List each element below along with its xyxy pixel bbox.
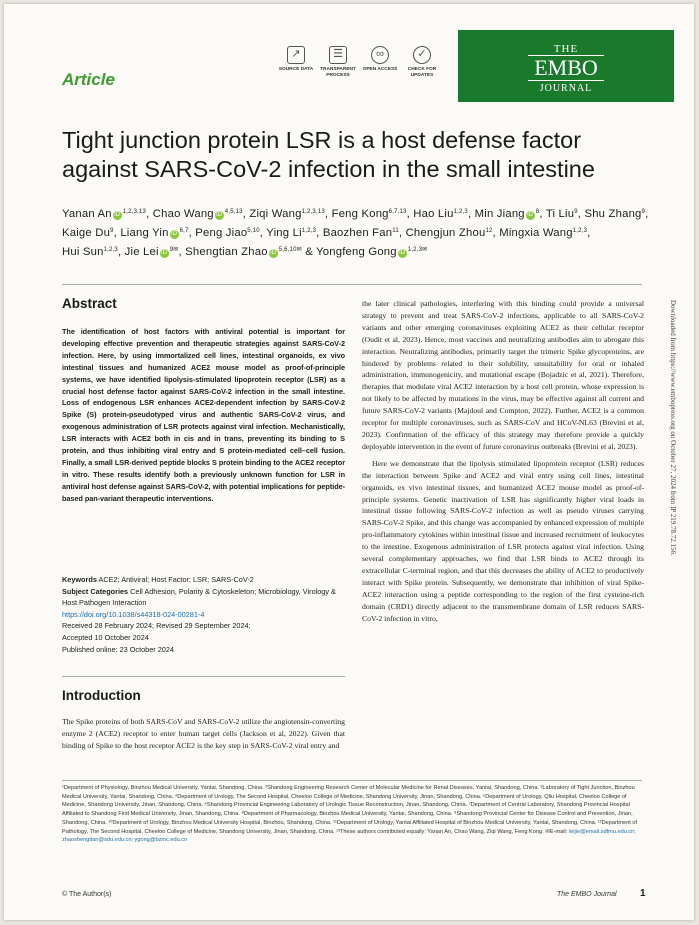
transparent-process-icon: ☰ <box>329 46 347 64</box>
orcid-icon[interactable]: iD <box>270 250 277 256</box>
email-prefix: ✉E-mail: <box>545 828 569 835</box>
transparent-process-badge[interactable] <box>320 46 356 78</box>
section-divider <box>62 676 345 677</box>
author-name: Chao Wang <box>152 208 214 220</box>
keywords-line <box>62 574 345 586</box>
keywords-label: Keywords <box>62 575 97 584</box>
journal-footer: The EMBO Journal <box>557 891 617 898</box>
author-name: Shengtian Zhao <box>185 246 268 258</box>
orcid-icon[interactable]: iD <box>161 250 168 256</box>
author[interactable] <box>406 227 493 239</box>
author-name: Baozhen Fan <box>322 227 393 239</box>
author-name: Feng Kong <box>331 208 389 220</box>
author[interactable] <box>249 208 325 220</box>
author-affiliation-marks: 1,2,3,13 <box>301 209 325 215</box>
author-name: Chengjun Zhou <box>405 227 486 239</box>
subjects-line <box>62 586 345 609</box>
author[interactable] <box>413 208 468 220</box>
article-type-label: Article <box>62 70 115 89</box>
author-affiliation-marks: 9 <box>574 209 578 215</box>
author-affiliation-marks: 1,2,3 <box>572 228 588 234</box>
subject-categories-label: Subject Categories <box>62 586 129 596</box>
journal-logo-line3: JOURNAL <box>539 83 593 94</box>
author-affiliation-marks: 6,7 <box>179 228 189 234</box>
author[interactable] <box>62 227 114 239</box>
author[interactable] <box>323 227 399 239</box>
author-affiliation-marks: 1,2,3 <box>301 228 317 234</box>
download-side-note-text: Downloaded from https://www.embopress.org on October 27, 2024 from IP 219.78.72.156. <box>669 300 677 556</box>
orcid-icon[interactable]: iD <box>527 212 534 218</box>
author-affiliation-marks: 6,7,13 <box>388 209 407 215</box>
author[interactable] <box>185 246 302 258</box>
author-affiliation-marks: 11 <box>392 228 399 234</box>
author-affiliation-marks: 9 <box>110 228 114 234</box>
author-affiliation-marks: 5,10 <box>247 228 260 234</box>
author[interactable] <box>584 208 645 220</box>
author-name: Ying Li <box>266 227 302 239</box>
article-title: Tight junction protein LSR is a host defense factor against SARS-CoV-2 infection in the small intestine <box>62 127 595 182</box>
author-affiliation-marks: 9✉ <box>169 247 179 253</box>
author[interactable] <box>62 208 146 220</box>
abstract-text: The identification of host factors with antiviral potential is important for developing effective prevention and therapeutic strategies against SARS-CoV-2 infection. Here, by using immortalized cell lines, intestinal organoids, ex vivo intestinal tissues and humanized ACE2 mouse model as proof-of-principle systems, we have identified lipolysis-stimulated lipoprotein receptor (LSR) as a crucial host defense factor against SARS-CoV-2 infection in the small intestine. Loss of endogenous LSR enhances ACE2-dependent infection by SARS-CoV-2 Spike (S) protein-pseudotyped virus and authentic SARS-CoV-2 virus, and exogenous administration of LSR protects against viral infection. Mechanistically, LSR interacts with ACE2 both in cis and in trans, preventing its binding to S protein, and thus inhibiting viral entry and S protein-mediated cell–cell fusion. Finally, a small LSR-derived peptide blocks S protein binding to the ACE2 receptor in vitro. These results identify both a previously unknown function for LSR in antiviral host defense against SARS-CoV-2, with potential implications for peptide-based pan-variant therapeutic interventions. <box>62 327 345 503</box>
journal-logo-line1: THE <box>553 43 579 55</box>
author-affiliation-marks: 4,5,13 <box>224 209 243 215</box>
author-affiliation-marks: 9 <box>641 209 646 215</box>
orcid-icon[interactable]: iD <box>114 212 121 218</box>
subject-categories: Cell Adhesion, Polarity & Cytoskeleton; Microbiology, Virology & Host Pathogen Interaction <box>62 586 336 608</box>
author-affiliation-marks: 5,6,10✉ <box>278 247 302 253</box>
article-badges <box>278 46 440 78</box>
author-name: Jie Lei <box>124 246 159 258</box>
orcid-icon[interactable]: iD <box>171 231 178 237</box>
journal-logo-line2: EMBO <box>528 55 604 81</box>
author-name: Ti Liu <box>545 208 575 220</box>
author[interactable] <box>332 208 407 220</box>
author-affiliation-marks: 1,2,3,13 <box>122 209 147 215</box>
author-name: Shu Zhang <box>584 208 642 220</box>
author-name: Kaige Du <box>62 227 111 239</box>
received-date: Received 28 February 2024; Revised 29 September 2024; <box>62 621 251 631</box>
author-name: Liang Yin <box>120 227 169 239</box>
author-affiliation-marks: 12 <box>485 228 493 234</box>
keywords: ACE2; Antiviral; Host Factor; LSR; SARS-CoV-2 <box>98 575 254 584</box>
author[interactable] <box>546 208 578 220</box>
author-affiliation-marks: 1,2,3✉ <box>407 247 428 253</box>
author-name: Mingxia Wang <box>499 227 573 239</box>
check-for-updates-badge[interactable] <box>404 46 440 78</box>
author[interactable] <box>62 246 118 258</box>
published-date: Published online: 23 October 2024 <box>62 644 174 654</box>
author-name: Min Jiang <box>474 208 525 220</box>
author-list: Yanan An iD $^{1,2,3,13}$, Chao Wang iD $^{4,5,13}$, Ziqi Wang$^{1,2,3,13}$, Feng Kong$^{6,7,13}$, Hao Liu$^{1,2,3}$, Min Jiang iD $^8$, Ti Liu$^9$, Shu Zhang$^9$, Kaige Du$^9$, Liang Yin iD $^{6,7}$, Peng Jiao$^{5,10}$, Ying Li$^{1,2,3}$, Baozhen Fan$^{11}$, Chengjun Zhou$^{12}$, Mingxia Wang$^{1,2,3}$, Hui Sun$^{1,2,3}$, Jie Lei iD $^{9✉}$, Shengtian Zhao iD $^{5,6,10✉}$ & Yongfeng Gong iD $^{1,2,3✉}$ <box>62 208 649 258</box>
article-page <box>4 4 694 920</box>
affiliations-text: ¹Department of Physiology, Binzhou Medical University, Yantai, Shandong, China. ²Shandong Engineering Research Center of Molecular Medicine for Renal Diseases, Yantai, Shandong, China. ³Laboratory of Tight Junction, Binzhou Medical University, Yantai, Shandong, China. ⁴Department of Urology, The Second Hospital, Cheeloo College of Medicine, Shandong University, Jinan, Shandong, China. ⁵Department of Urology, Qilu Hospital, Cheeloo College of Medicine, Shandong University, Jinan, Shandong, China. ⁶Shandong Provincial Engineering Laboratory of Urologic Tissue Reconstruction, Jinan, Shandong, China. ⁷Department of Central Laboratory, Shandong Provincial Hospital Affiliated to Shandong First Medical University, Jinan, Shandong, China. ⁸Department of Pharmacology, Binzhou Medical University, Yantai, Shandong, China. ⁹Shandong Provincial Center for Disease Control and Prevention, Jinan, Shandong, China. ¹⁰Department of Urology, Binzhou Medical University Hospital, Binzhou, Shandong, China. ¹¹Department of Urology, Yantai Affiliated Hospital of Binzhou Medical University, Yantai, Shandong, China. ¹²Department of Pathology, The Second Hospital, Cheeloo College of Medicine, Shandong University, Jinan, Shandong, China. ¹³These authors contributed equally: Yanan An, Chao Wang, Ziqi Wang, Feng Kong. <box>62 785 638 835</box>
author-name: Hui Sun <box>62 246 104 258</box>
source-data-icon: ↗ <box>287 46 305 64</box>
article-metadata <box>62 574 345 655</box>
right-column-paragraph-1: the later clinical pathologies, interfering with this binding could provide a universal strategy to prevent and treat SARS-CoV-2 infections, applicable to all SARS-CoV-2 variants and other emerging coronaviruses exploiting ACE2 as their cellular receptor (Oudit et al, 2023). Hence, most vaccines and neutralizing antibodies aim to abrogate this interaction. Neutralizing antibodies, primarily target the trimeric Spike glycoproteins, are hindered by problems related to their solubility, unsuitability for oral or inhaled administration, immunogenicity, and mutational escape (Bojadzic et al, 2021). Therefore, therapies that modulate viral ACE2 interaction by a host cell protein, whose expression is not likely to be affected by mutations in the virus, may be effective against all current and future SARS-CoV-2 variants (Majdoul and Compton, 2022). Further, ACE2 is a common receptor for multiple coronaviruses, such as SARS-CoV and HCoV-NL63 (Brevini et al, 2023). Confirmation of the efficacy of this strategy may therefore provide a quickly deployable intervention in the event of future coronavirus outbreaks (Brevini et al, 2023). <box>362 299 644 451</box>
section-divider <box>62 284 642 285</box>
author[interactable] <box>499 227 587 239</box>
author-name: Ziqi Wang <box>249 208 302 220</box>
doi-link[interactable]: https://doi.org/10.1038/s44318-024-00281-4 <box>62 609 205 619</box>
download-side-note <box>669 300 677 730</box>
email-links[interactable]: leijie@email.sdfmu.edu.cn; zhaoshengtian@sdu.edu.cn; ygong@bzmc.edu.cn <box>62 828 636 844</box>
author-name: Yongfeng Gong <box>316 246 397 258</box>
badge-label: TRANSPARENT PROCESS <box>320 67 356 78</box>
author-affiliation-marks: 8 <box>535 209 540 215</box>
author-name: Yanan An <box>62 208 112 220</box>
copyright-footer: © The Author(s) <box>62 891 112 898</box>
affiliations-divider <box>62 780 642 781</box>
author[interactable] <box>125 246 179 258</box>
introduction-text: The Spike proteins of both SARS-CoV and SARS-CoV-2 utilize the angiotensin-converting enzyme 2 (ACE2) receptor to enter human target cells (Jackson et al, 2022). Given that binding of Spike to the host receptor ACE2 is the key step in SARS-CoV-2 viral entry and <box>62 717 345 750</box>
author[interactable] <box>266 227 316 239</box>
author[interactable] <box>305 246 427 258</box>
orcid-icon[interactable]: iD <box>399 250 406 256</box>
source-data-badge[interactable] <box>278 46 314 78</box>
author-name: Peng Jiao <box>195 227 248 239</box>
check-for-updates-icon: ✓ <box>413 46 431 64</box>
open-access-icon: ∞ <box>371 46 389 64</box>
introduction-heading: Introduction <box>62 688 141 703</box>
abstract-heading: Abstract <box>62 296 117 311</box>
right-column-paragraph-2: Here we demonstrate that the lipolysis stimulated lipoprotein receptor (LSR) reduces the interaction between Spike and ACE2 and viral entry using cell lines, intestinal organoids, ex vivo intestinal tissues, and humanized ACE2 mouse model as proof-of-principle systems. Genetic inactivation of LSR has significantly higher viral loads in intestinal tissue following SARS-CoV-2 infection as well as pseudo viruses carrying SARS-CoV-2 Spike, and this change was accompanied by enhanced expression of multiple pro-inflammatory cytokines within intestinal tissue and increased recruitment of leukocytes to the intestine. Exogenous administration of LSR protects against viral infection. Using several complementary approaches, we find that LSR binds to ACE2 through its extracellular C-terminal region, and that this decreases the ability of ACE2 to productively interact with Spike protein. Subsequently, we demonstrate that inhibition of viral Spike-ACE2 interaction using a peptide corresponding to the region of the first cysteine-rich domain (CRD1) directly adjacent to the transmembrane domain of LSR reduces SARS-CoV-2 infection in vitro, <box>362 458 644 623</box>
author[interactable] <box>153 208 243 220</box>
orcid-icon[interactable]: iD <box>216 212 223 218</box>
badge-label: CHECK FOR UPDATES <box>407 67 437 78</box>
page-number: 1 <box>640 888 646 899</box>
badge-label: OPEN ACCESS <box>362 67 398 72</box>
affiliations <box>62 784 648 845</box>
author-affiliation-marks: 1,2,3 <box>103 247 118 253</box>
author-name: Hao Liu <box>413 208 454 220</box>
author[interactable] <box>120 227 188 239</box>
author-affiliation-marks: 1,2,3 <box>453 209 468 215</box>
accepted-date: Accepted 10 October 2024 <box>62 632 149 642</box>
journal-logo[interactable] <box>458 30 674 102</box>
badge-label: SOURCE DATA <box>278 67 314 72</box>
right-column <box>362 298 644 624</box>
author[interactable] <box>475 208 540 220</box>
author[interactable] <box>195 227 260 239</box>
author-connector: & <box>305 246 317 258</box>
open-access-badge[interactable] <box>362 46 398 78</box>
